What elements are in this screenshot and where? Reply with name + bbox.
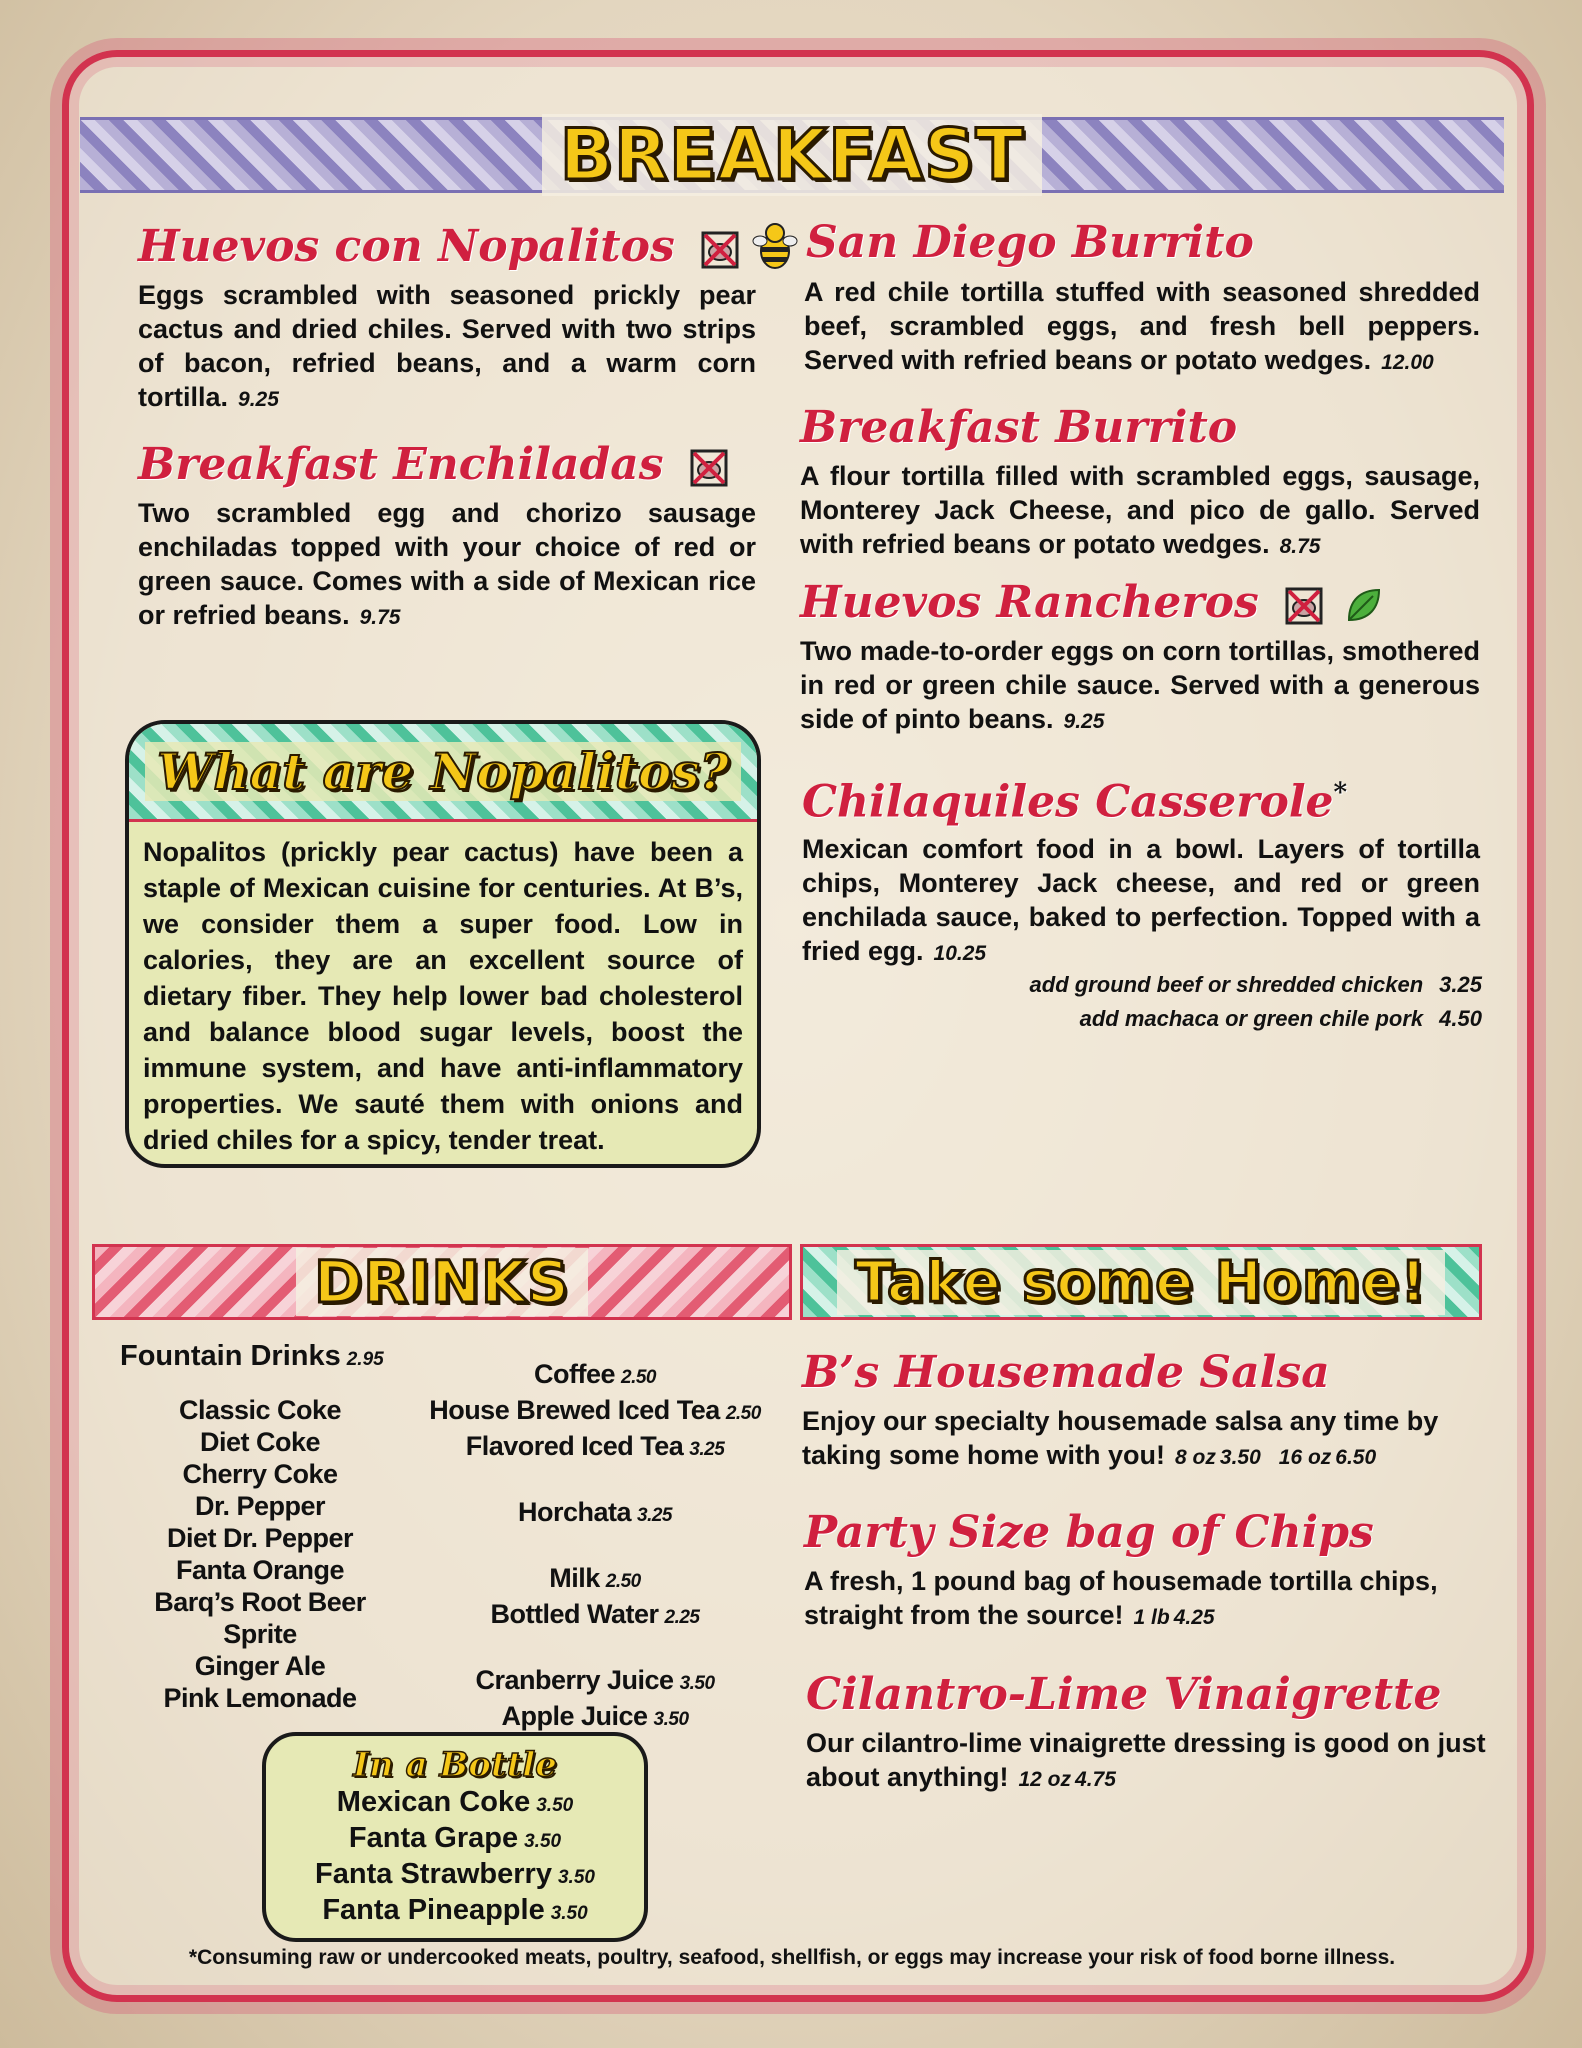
fountain-drink-item: Ginger Ale (194, 1651, 326, 1681)
drink-item: Coffee 2.50 (534, 1359, 656, 1389)
take-home-item-chips: Party Size bag of Chips A fresh, 1 pound bag of housemade tortilla chips, straight from the source! 1 lb 4.25 (804, 1508, 1494, 1635)
item-title: Breakfast Burrito (800, 402, 1238, 453)
menu-item-huevos-rancheros (800, 578, 1480, 739)
item-description: A fresh, 1 pound bag of housemade tortilla chips, straight from the source! (804, 1566, 1438, 1630)
bottle-drink-item: Mexican Coke 3.50 (336, 1786, 574, 1818)
in-a-bottle-box (262, 1732, 648, 1942)
bottle-drink-item: Fanta Pineapple 3.50 (322, 1894, 588, 1926)
item-title: Party Size bag of Chips (804, 1507, 1374, 1558)
in-a-bottle-title: In a Bottle (353, 1745, 557, 1785)
fountain-drink-item: Diet Coke (199, 1427, 321, 1457)
fountain-drink-item: Sprite (223, 1619, 297, 1649)
no-pork-icon (1284, 586, 1324, 626)
fountain-drink-item: Barq’s Root Beer (154, 1587, 366, 1617)
nopalitos-title: What are Nopalitos? (145, 742, 741, 801)
drink-item: Apple Juice 3.50 (501, 1701, 689, 1731)
fountain-drink-item: Fanta Orange (175, 1555, 345, 1585)
item-price: 9.25 (1063, 710, 1105, 733)
item-title: San Diego Burrito (806, 217, 1254, 268)
item-title: Cilantro-Lime Vinaigrette (806, 1669, 1442, 1720)
vegetarian-leaf-icon (1343, 586, 1383, 626)
take-home-item-salsa: B’s Housemade Salsa Enjoy our specialty housemade salsa any time by taking some home with you! 8 oz 3.50 16 oz 6.50 (802, 1348, 1492, 1475)
item-price: 9.75 (359, 606, 401, 629)
fountain-drink-item: Dr. Pepper (194, 1491, 326, 1521)
fountain-drinks-label: Fountain Drinks 2.95 (120, 1340, 384, 1372)
item-title: Huevos Rancheros (800, 577, 1259, 628)
drink-item: Horchata 3.25 (517, 1497, 672, 1527)
raw-warning-asterisk: * (1333, 778, 1348, 808)
drink-item: Milk 2.50 (549, 1563, 641, 1593)
item-description: Eggs scrambled with seasoned prickly pear cactus and dried chiles. Served with two strips of bacon, refried beans, and a warm corn tortilla. (138, 280, 756, 412)
item-price: 8.75 (1279, 535, 1321, 558)
nopalitos-text: Nopalitos (prickly pear cactus) have been a staple of Mexican cuisine for centuries. At B’s, we consider them a super food. Low in calories, they are an excellent source of dietary fiber. They help lower bad cholesterol and balance blood sugar levels, boost the immune system, and have anti-inflammatory properties. We sauté them with onions and dried chiles for a spicy, tender treat. (143, 837, 743, 1155)
bee-icon (752, 221, 798, 271)
food-safety-disclaimer: *Consuming raw or undercooked meats, poultry, seafood, shellfish, or eggs may increase your risk of food borne illness. (188, 1946, 1396, 1969)
item-description: Two scrambled egg and chorizo sausage enchiladas topped with your choice of red or green sauce. Comes with a side of Mexican rice or refried beans. (138, 498, 756, 630)
fountain-drink-item: Diet Dr. Pepper (166, 1523, 354, 1553)
item-description: Enjoy our specialty housemade salsa any time by taking some home with you! (802, 1406, 1439, 1470)
menu-item-breakfast-burrito (800, 403, 1480, 564)
menu-item-san-diego-burrito (752, 218, 1480, 380)
item-price: 9.25 (238, 388, 279, 411)
fountain-drinks-list (140, 1394, 380, 1714)
fountain-drink-item: Classic Coke (178, 1395, 342, 1425)
drink-item: House Brewed Iced Tea 2.50 (429, 1395, 761, 1425)
item-description: Mexican comfort food in a bowl. Layers of tortilla chips, Monterey Jack cheese, and red or green enchilada sauce, baked to perfection. Topped with a fried egg. (802, 833, 1480, 966)
other-drinks-list (390, 1358, 800, 1736)
item-price: 12.00 (1381, 350, 1434, 374)
bottle-drinks-list (266, 1786, 644, 1930)
item-description: A flour tortilla filled with scrambled eggs, sausage, Monterey Jack Cheese, and pico de gallo. Served with refried beans or potato wedges. (800, 461, 1480, 559)
drinks-heading: DRINKS (296, 1248, 588, 1316)
breakfast-heading: BREAKFAST (542, 114, 1043, 196)
item-title: Breakfast Enchiladas (138, 439, 664, 490)
take-home-banner (800, 1244, 1482, 1320)
addon-row: add machaca or green chile pork 4.50 (1079, 1006, 1482, 1031)
item-description: A red chile tortilla stuffed with seasoned shredded beef, scrambled eggs, and fresh bell peppers. Served with refried beans or potato wedges. (804, 276, 1480, 375)
drink-item: Flavored Iced Tea 3.25 (465, 1431, 725, 1461)
fountain-drink-item: Pink Lemonade (163, 1683, 357, 1713)
breakfast-banner (80, 114, 1504, 196)
item-title: Huevos con Nopalitos (138, 221, 675, 272)
take-home-heading: Take some Home! (837, 1250, 1445, 1315)
nopalitos-info-box (125, 720, 761, 1168)
item-description: Our cilantro-lime vinaigrette dressing is good on just about anything! (806, 1728, 1486, 1792)
menu-item-huevos-nopalitos (138, 222, 756, 417)
take-home-item-vinaigrette: Cilantro-Lime Vinaigrette Our cilantro-lime vinaigrette dressing is good on just about anything! 12 oz 4.75 (806, 1670, 1496, 1797)
drink-item: Cranberry Juice 3.50 (475, 1665, 715, 1695)
menu-item-breakfast-enchiladas (138, 440, 756, 635)
drinks-banner (92, 1244, 792, 1320)
no-pork-icon (700, 230, 740, 270)
menu-item-chilaquiles-casserole (802, 768, 1480, 971)
addon-row: add ground beef or shredded chicken 3.25 (1029, 972, 1482, 997)
fountain-drink-item: Cherry Coke (182, 1459, 338, 1489)
item-title: B’s Housemade Salsa (802, 1347, 1330, 1398)
item-title: Chilaquiles Casserole (802, 776, 1334, 828)
drink-item: Bottled Water 2.25 (490, 1599, 700, 1629)
bottle-drink-item: Fanta Grape 3.50 (348, 1822, 562, 1854)
bottle-drink-item: Fanta Strawberry 3.50 (315, 1858, 595, 1890)
item-price: 10.25 (933, 941, 987, 965)
item-description: Two made-to-order eggs on corn tortillas, smothered in red or green chile sauce. Served with a generous side of pinto beans. (800, 636, 1480, 734)
no-pork-icon (689, 448, 729, 488)
